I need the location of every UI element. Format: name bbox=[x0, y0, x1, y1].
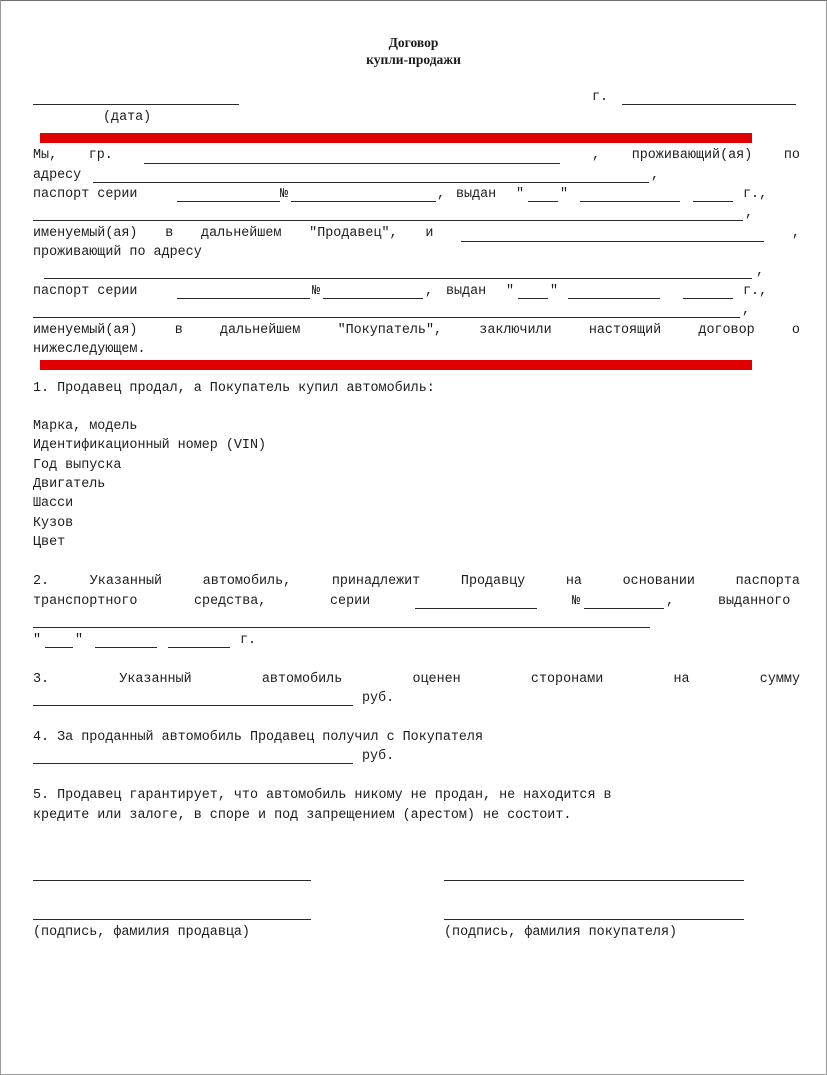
word-called: именуемый(ая) bbox=[33, 323, 138, 338]
clause-5-line-2: кредите или залоге, в споре и под запрещением (арестом) не состоит. bbox=[33, 808, 572, 823]
pts-series-blank[interactable] bbox=[415, 608, 537, 609]
word-at: по bbox=[783, 148, 800, 163]
highlight-bar-top bbox=[40, 133, 752, 143]
quote: " bbox=[506, 284, 515, 299]
word-residing: проживающий(ая) bbox=[631, 148, 753, 163]
clause-5-line-1: 5. Продавец гарантирует, что автомобиль никому не продан, не находится в bbox=[33, 788, 612, 803]
highlight-bar-bottom bbox=[40, 360, 752, 370]
comma: , bbox=[791, 226, 800, 241]
buyer-issuer-blank[interactable] bbox=[33, 317, 740, 318]
word-further: дальнейшем bbox=[219, 323, 301, 338]
seller-passport-label: паспорт серии bbox=[33, 187, 138, 202]
seller-issue-year-blank[interactable] bbox=[693, 201, 733, 202]
word-citizen: гр. bbox=[88, 148, 113, 163]
buyer-issue-month-blank[interactable] bbox=[568, 298, 660, 299]
word-we: Мы, bbox=[33, 148, 58, 163]
word-series: серии bbox=[330, 594, 371, 609]
city-label: г. bbox=[592, 90, 609, 105]
clause-3-word: Указанный bbox=[119, 672, 192, 687]
field-engine: Двигатель bbox=[33, 477, 106, 492]
buyer-passport-series-blank[interactable] bbox=[177, 298, 310, 299]
quote: " bbox=[75, 633, 84, 648]
clause-3-word: сторонами bbox=[530, 672, 604, 687]
pts-number-blank[interactable] bbox=[584, 608, 664, 609]
clause-2-word: основании bbox=[622, 574, 695, 589]
seller-line-1 bbox=[33, 148, 800, 164]
year-suffix: г., bbox=[743, 284, 768, 299]
currency-rub: руб. bbox=[362, 749, 395, 764]
clause-3-word: автомобиль bbox=[261, 672, 343, 687]
buyer-issue-day-blank[interactable] bbox=[518, 298, 548, 299]
word-further: дальнейшем bbox=[201, 226, 282, 241]
pts-month-blank[interactable] bbox=[95, 647, 157, 648]
clause-2-word: 2. bbox=[33, 574, 50, 589]
quote: " bbox=[550, 284, 559, 299]
pts-day-blank[interactable] bbox=[45, 647, 73, 648]
quote: " bbox=[516, 187, 525, 202]
clause-2-word: Указанный bbox=[89, 574, 163, 589]
quote: " bbox=[560, 187, 569, 202]
comma: , bbox=[742, 303, 751, 318]
doc-subtitle: купли-продажи bbox=[366, 52, 461, 67]
buyer-name-blank[interactable] bbox=[461, 229, 764, 242]
pts-issuer-blank[interactable] bbox=[33, 627, 650, 628]
role-seller: "Продавец", bbox=[309, 226, 398, 241]
seller-passport-series-blank[interactable] bbox=[177, 201, 280, 202]
word-in: в bbox=[174, 323, 183, 338]
price-blank[interactable] bbox=[33, 705, 353, 706]
field-body: Кузов bbox=[33, 516, 74, 531]
seller-issue-day-blank[interactable] bbox=[528, 201, 558, 202]
word-issued: выданного bbox=[718, 594, 791, 609]
word-address: адресу bbox=[33, 168, 82, 183]
word-means: средства, bbox=[194, 594, 267, 609]
word-transport: транспортного bbox=[33, 594, 138, 609]
seller-name-sign-blank[interactable] bbox=[33, 919, 311, 920]
word-about: о bbox=[791, 323, 800, 338]
clause-3-word: 3. bbox=[33, 672, 50, 687]
comma: , bbox=[592, 148, 601, 163]
date-caption: (дата) bbox=[103, 110, 152, 125]
city-blank[interactable] bbox=[622, 104, 796, 105]
pts-year-blank[interactable] bbox=[168, 647, 230, 648]
seller-called-line bbox=[33, 226, 800, 242]
field-color: Цвет bbox=[33, 535, 66, 550]
word-called: именуемый(ая) bbox=[33, 226, 138, 241]
clause-2-word: Продавцу bbox=[460, 574, 526, 589]
seller-address-blank[interactable] bbox=[93, 182, 649, 183]
buyer-called-line bbox=[33, 323, 800, 339]
clause-3-word: на bbox=[673, 672, 690, 687]
buyer-passport-label: паспорт серии bbox=[33, 284, 138, 299]
buyer-issue-year-blank[interactable] bbox=[683, 298, 733, 299]
clause-3-word: оценен bbox=[412, 672, 461, 687]
word-following: нижеследующем. bbox=[33, 342, 146, 357]
comma: , bbox=[425, 284, 434, 299]
number-sign: № bbox=[280, 187, 289, 202]
doc-title: Договор bbox=[388, 35, 439, 50]
word-in: в bbox=[165, 226, 174, 241]
clause-2-word: паспорта bbox=[735, 574, 800, 589]
buyer-address-blank[interactable] bbox=[44, 278, 752, 279]
word-contract: договор bbox=[698, 323, 755, 338]
year-suffix: г., bbox=[743, 187, 768, 202]
buyer-signature-caption: (подпись, фамилия покупателя) bbox=[444, 925, 678, 940]
date-blank[interactable] bbox=[33, 104, 239, 105]
comma: , bbox=[651, 168, 660, 183]
seller-signature-blank[interactable] bbox=[33, 880, 311, 881]
number-sign: № bbox=[572, 594, 581, 609]
comma: , bbox=[666, 594, 675, 609]
clause-2-word: на bbox=[565, 574, 582, 589]
currency-rub: руб. bbox=[362, 691, 395, 706]
comma: , bbox=[745, 206, 754, 221]
number-sign: № bbox=[312, 284, 321, 299]
clause-2-word: автомобиль, bbox=[202, 574, 292, 589]
received-amount-blank[interactable] bbox=[33, 763, 353, 764]
field-vin: Идентификационный номер (VIN) bbox=[33, 438, 267, 453]
clause-2-line-1 bbox=[33, 574, 800, 590]
quote: " bbox=[33, 633, 42, 648]
word-and: и bbox=[425, 226, 434, 241]
word-issued: выдан bbox=[456, 187, 497, 202]
clause-2-word: принадлежит bbox=[331, 574, 421, 589]
buyer-residing-label: проживающий по адресу bbox=[33, 245, 202, 260]
field-chassis: Шасси bbox=[33, 496, 74, 511]
seller-issue-month-blank[interactable] bbox=[580, 201, 680, 202]
buyer-passport-number-blank[interactable] bbox=[323, 298, 423, 299]
clause-3-line-1 bbox=[33, 672, 800, 688]
comma: , bbox=[437, 187, 446, 202]
word-present: настоящий bbox=[588, 323, 662, 338]
buyer-name-sign-blank[interactable] bbox=[444, 919, 744, 920]
field-year: Год выпуска bbox=[33, 458, 122, 473]
buyer-signature-blank[interactable] bbox=[444, 880, 744, 881]
word-issued: выдан bbox=[446, 284, 487, 299]
word-concluded: заключили bbox=[479, 323, 552, 338]
seller-signature-caption: (подпись, фамилия продавца) bbox=[33, 925, 250, 940]
clause-4-text: 4. За проданный автомобиль Продавец получил с Покупателя bbox=[33, 730, 483, 745]
clause-3-word: сумму bbox=[759, 672, 800, 687]
field-make-model: Марка, модель bbox=[33, 419, 138, 434]
clause-1-text: 1. Продавец продал, а Покупатель купил автомобиль: bbox=[33, 381, 435, 396]
role-buyer: "Покупатель", bbox=[337, 323, 443, 338]
seller-passport-number-blank[interactable] bbox=[291, 201, 436, 202]
seller-issuer-blank[interactable] bbox=[33, 220, 743, 221]
comma: , bbox=[756, 264, 765, 279]
year-label: г. bbox=[240, 633, 257, 648]
seller-name-blank[interactable] bbox=[144, 151, 560, 164]
